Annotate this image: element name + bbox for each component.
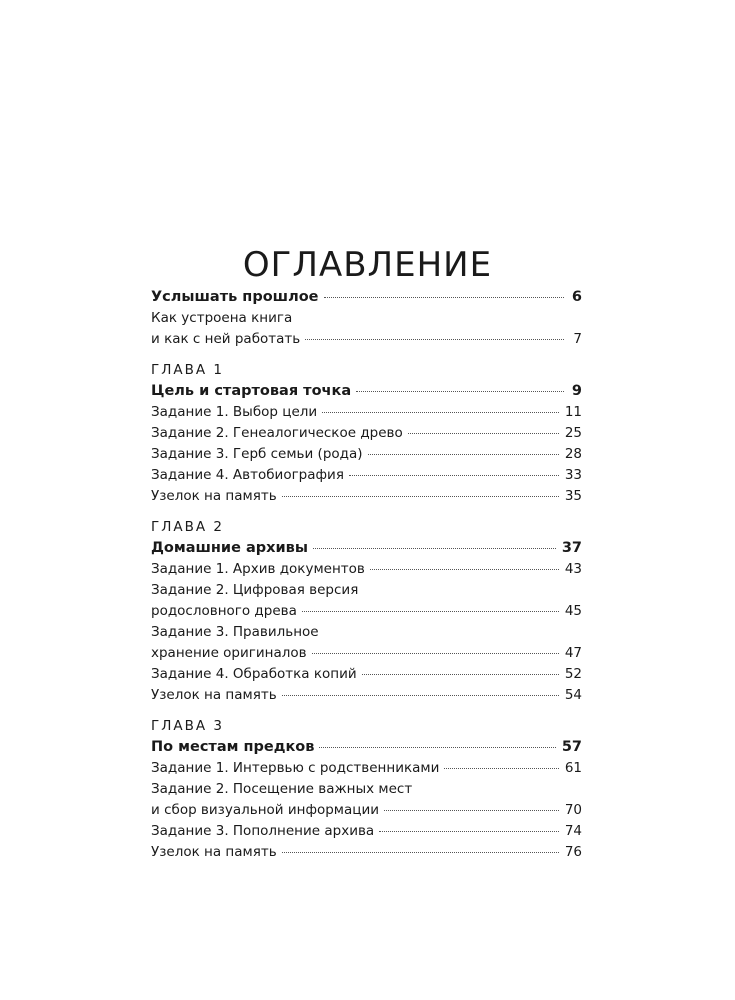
toc-entry[interactable]: [151, 465, 582, 486]
toc-entry[interactable]: [151, 538, 582, 559]
dot-leader: [282, 695, 559, 696]
toc-entry-label: Задание 1. Выбор цели: [151, 404, 318, 420]
toc-entry[interactable]: [151, 664, 582, 685]
dot-leader: [313, 548, 556, 549]
dot-leader: [356, 391, 564, 392]
toc-entry-page-number: 47: [564, 645, 582, 661]
toc-entry[interactable]: [151, 423, 582, 444]
toc-entry[interactable]: [151, 643, 582, 664]
dot-leader: [370, 569, 559, 570]
toc-entry-label: Домашние архивы: [151, 540, 308, 556]
toc-entry[interactable]: [151, 842, 582, 863]
toc-entry[interactable]: [151, 737, 582, 758]
toc-entry-page-number: 25: [564, 425, 582, 441]
chapter-heading: ГЛАВА 3: [151, 718, 224, 734]
toc-entry-page-number: 43: [564, 561, 582, 577]
dot-leader: [349, 475, 559, 476]
toc-entry-label: Задание 4. Автобиография: [151, 467, 344, 483]
toc-entry[interactable]: [151, 381, 582, 402]
toc-entry-label: Задание 2. Посещение важных мест: [151, 781, 413, 797]
toc-entry-page-number: 7: [573, 331, 582, 347]
toc-entry-page-number: 76: [564, 844, 582, 860]
toc-entry[interactable]: [151, 800, 582, 821]
table-of-contents: [151, 287, 582, 863]
toc-entry-page-number: 61: [564, 760, 582, 776]
toc-entry[interactable]: [151, 559, 582, 580]
toc-entry[interactable]: [151, 622, 582, 643]
toc-entry-label: Задание 4. Обработка копий: [151, 666, 357, 682]
toc-entry-page-number: 52: [564, 666, 582, 682]
toc-entry-page-number: 6: [571, 289, 582, 305]
dot-leader: [322, 412, 559, 413]
dot-leader: [379, 831, 559, 832]
toc-entry-label: Задание 1. Интервью с родственниками: [151, 760, 440, 776]
chapter-heading: ГЛАВА 2: [151, 519, 224, 535]
dot-leader: [362, 674, 559, 675]
chapter-heading: ГЛАВА 1: [151, 362, 224, 378]
toc-entry-label: Как устроена книга: [151, 310, 293, 326]
toc-entry-label: По местам предков: [151, 739, 315, 755]
toc-entry-label: Узелок на память: [151, 687, 277, 703]
dot-leader: [324, 297, 565, 298]
toc-entry[interactable]: [151, 486, 582, 507]
toc-entry-label: хранение оригиналов: [151, 645, 307, 661]
dot-leader: [444, 768, 558, 769]
toc-entry-label: Узелок на память: [151, 844, 277, 860]
toc-entry-page-number: 28: [564, 446, 582, 462]
toc-entry-label: Задание 1. Архив документов: [151, 561, 365, 577]
toc-entry-label: Задание 3. Герб семьи (рода): [151, 446, 363, 462]
dot-leader: [368, 454, 559, 455]
toc-entry[interactable]: [151, 308, 582, 329]
toc-entry[interactable]: [151, 779, 582, 800]
toc-entry-page-number: 57: [561, 739, 582, 755]
dot-leader: [408, 433, 559, 434]
toc-entry-label: и как с ней работать: [151, 331, 301, 347]
toc-entry-label: и сбор визуальной информации: [151, 802, 380, 818]
page-title: ОГЛАВЛЕНИЕ: [242, 244, 493, 285]
toc-entry-page-number: 74: [564, 823, 582, 839]
toc-entry-label: родословного древа: [151, 603, 297, 619]
toc-entry[interactable]: [151, 758, 582, 779]
dot-leader: [312, 653, 559, 654]
toc-entry-label: Задание 2. Цифровая версия: [151, 582, 359, 598]
toc-entry[interactable]: [151, 821, 582, 842]
toc-entry[interactable]: [151, 601, 582, 622]
toc-entry-label: Задание 3. Пополнение архива: [151, 823, 375, 839]
toc-entry-page-number: 11: [564, 404, 582, 420]
toc-entry-page-number: 37: [561, 540, 582, 556]
toc-entry-page-number: 9: [571, 383, 582, 399]
toc-entry[interactable]: [151, 402, 582, 423]
toc-entry-label: Задание 3. Правильное: [151, 624, 319, 640]
toc-entry-page-number: 45: [564, 603, 582, 619]
toc-entry[interactable]: [151, 580, 582, 601]
dot-leader: [302, 611, 559, 612]
dot-leader: [282, 852, 559, 853]
toc-entry-page-number: 70: [564, 802, 582, 818]
toc-entry-page-number: 35: [564, 488, 582, 504]
dot-leader: [282, 496, 559, 497]
toc-entry-label: Узелок на память: [151, 488, 277, 504]
toc-entry-page-number: 54: [564, 687, 582, 703]
toc-entry-label: Услышать прошлое: [151, 289, 319, 305]
toc-entry-label: Задание 2. Генеалогическое древо: [151, 425, 403, 441]
toc-entry-label: Цель и стартовая точка: [151, 383, 352, 399]
toc-entry[interactable]: [151, 444, 582, 465]
dot-leader: [319, 747, 555, 748]
toc-entry-page-number: 33: [564, 467, 582, 483]
toc-entry[interactable]: [151, 287, 582, 308]
dot-leader: [305, 339, 564, 340]
toc-entry[interactable]: [151, 329, 582, 350]
toc-entry[interactable]: [151, 685, 582, 706]
dot-leader: [384, 810, 559, 811]
